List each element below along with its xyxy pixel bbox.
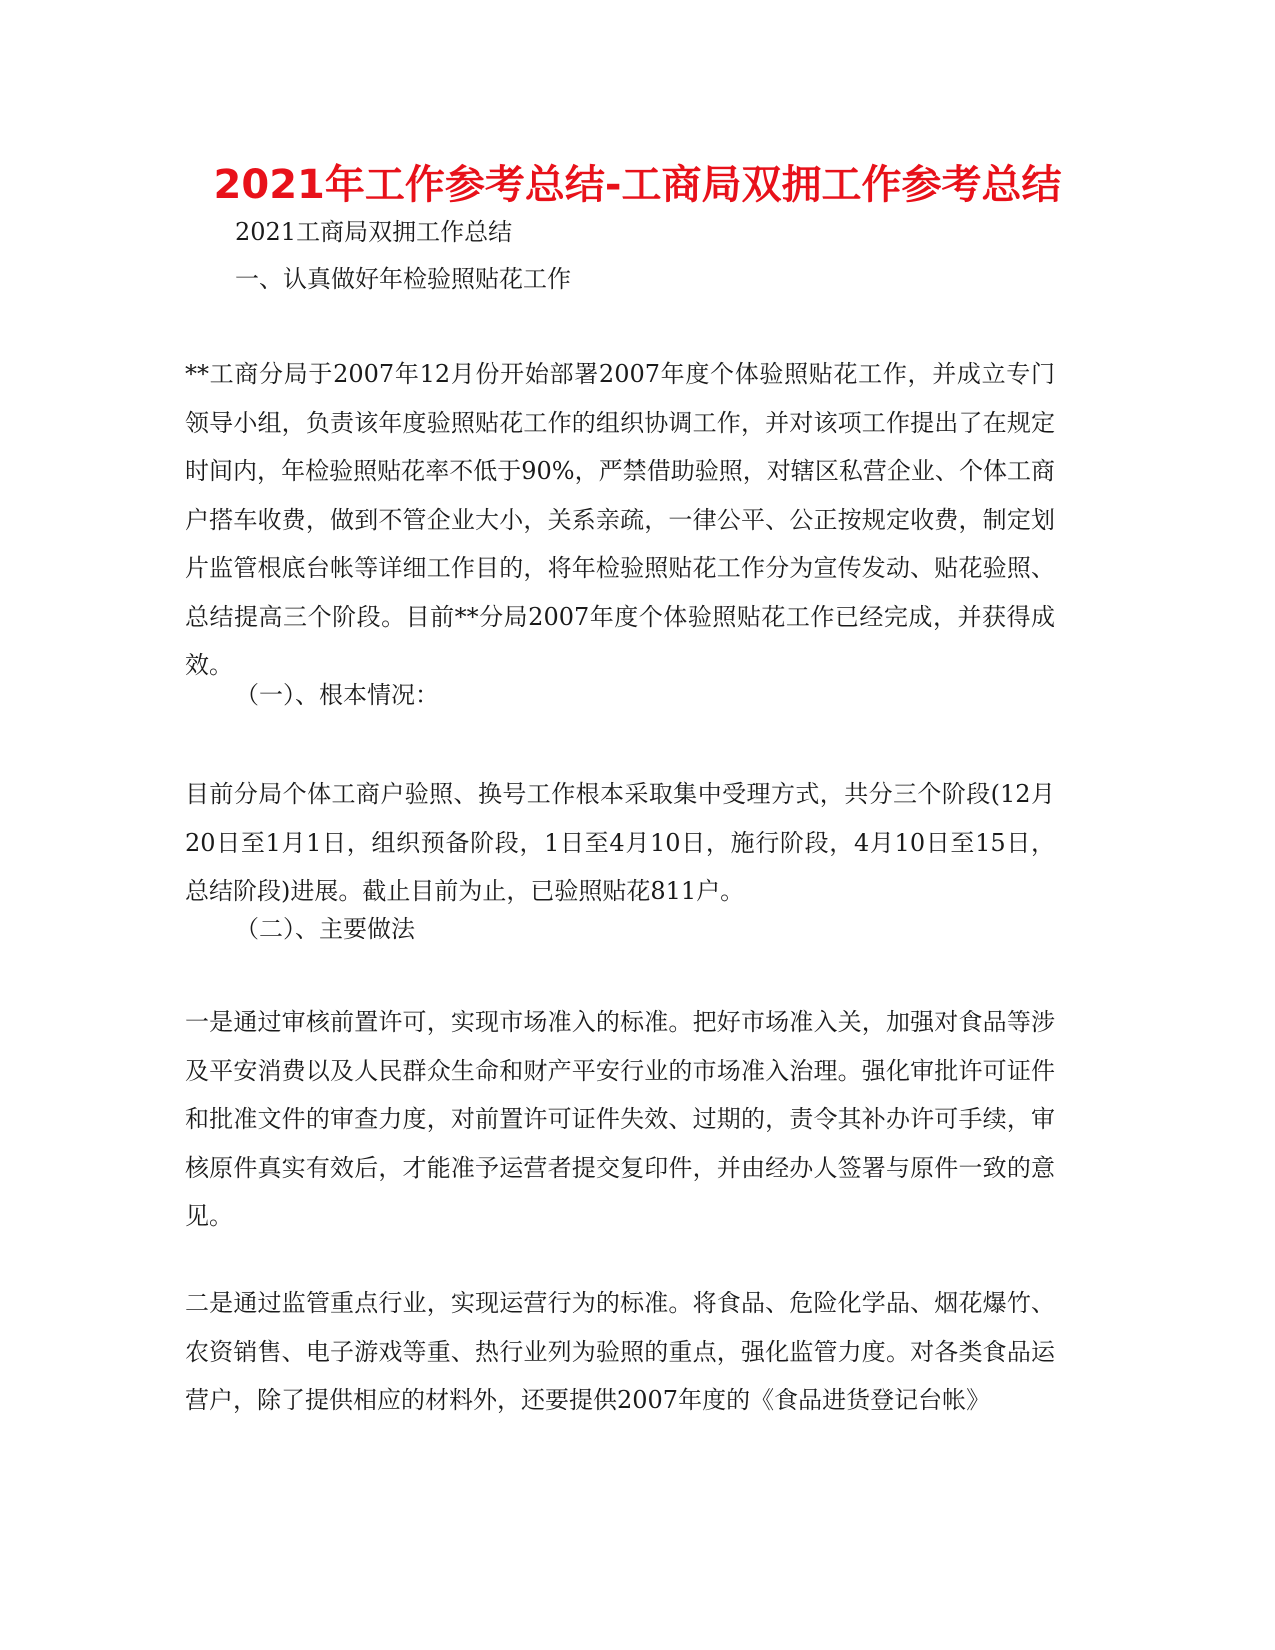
paragraph-3: 一是通过审核前置许可，实现市场准入的标准。把好市场准入关，加强对食品等涉及平安消费以及人民群众生命和财产平安行业的市场准入治理。强化审批许可证件和批准文件的审查力度，对前置许可证件失效、过期的，责令其补办许可手续，审核原件真实有效后，才能准予运营者提交复印件，并由经办人签署与原件一致的意见。 (185, 1008, 1055, 1230)
paragraph-2: 目前分局个体工商户验照、换号工作根本采取集中受理方式，共分三个阶段(12月20日至1月1日，组织预备阶段，1日至4月10日，施行阶段，4月10日至15日，总结阶段)进展。截止目前为止，已验照贴花811户。 (185, 780, 1055, 905)
paragraph-1: **工商分局于2007年12月份开始部署2007年度个体验照贴花工作，并成立专门领导小组，负责该年度验照贴花工作的组织协调工作，并对该项工作提出了在规定时间内，年检验照贴花率不低于90%，严禁借助验照，对辖区私营企业、个体工商户搭车收费，做到不管企业大小，关系亲疏，一律公平、公正按规定收费，制定划片监管根底台帐等详细工作目的，将年检验照贴花工作分为宣传发动、贴花验照、总结提高三个阶段。目前**分局2007年度个体验照贴花工作已经完成，并获得成效。 (185, 360, 1055, 679)
sub-heading-2: （二）、主要做法 (235, 915, 415, 943)
document-subtitle: 2021工商局双拥工作总结 (235, 218, 513, 246)
sub-heading-1: （一）、根本情况： (235, 681, 439, 709)
section-heading-1: 一、认真做好年检验照贴花工作 (235, 265, 571, 293)
paragraph-4: 二是通过监管重点行业，实现运营行为的标准。将食品、危险化学品、烟花爆竹、农资销售、电子游戏等重、热行业列为验照的重点，强化监管力度。对各类食品运营户，除了提供相应的材料外，还要提供2007年度的《食品进货登记台帐》 (185, 1289, 1055, 1414)
document-title: 2021年工作参考总结-工商局双拥工作参考总结 (213, 162, 1062, 208)
